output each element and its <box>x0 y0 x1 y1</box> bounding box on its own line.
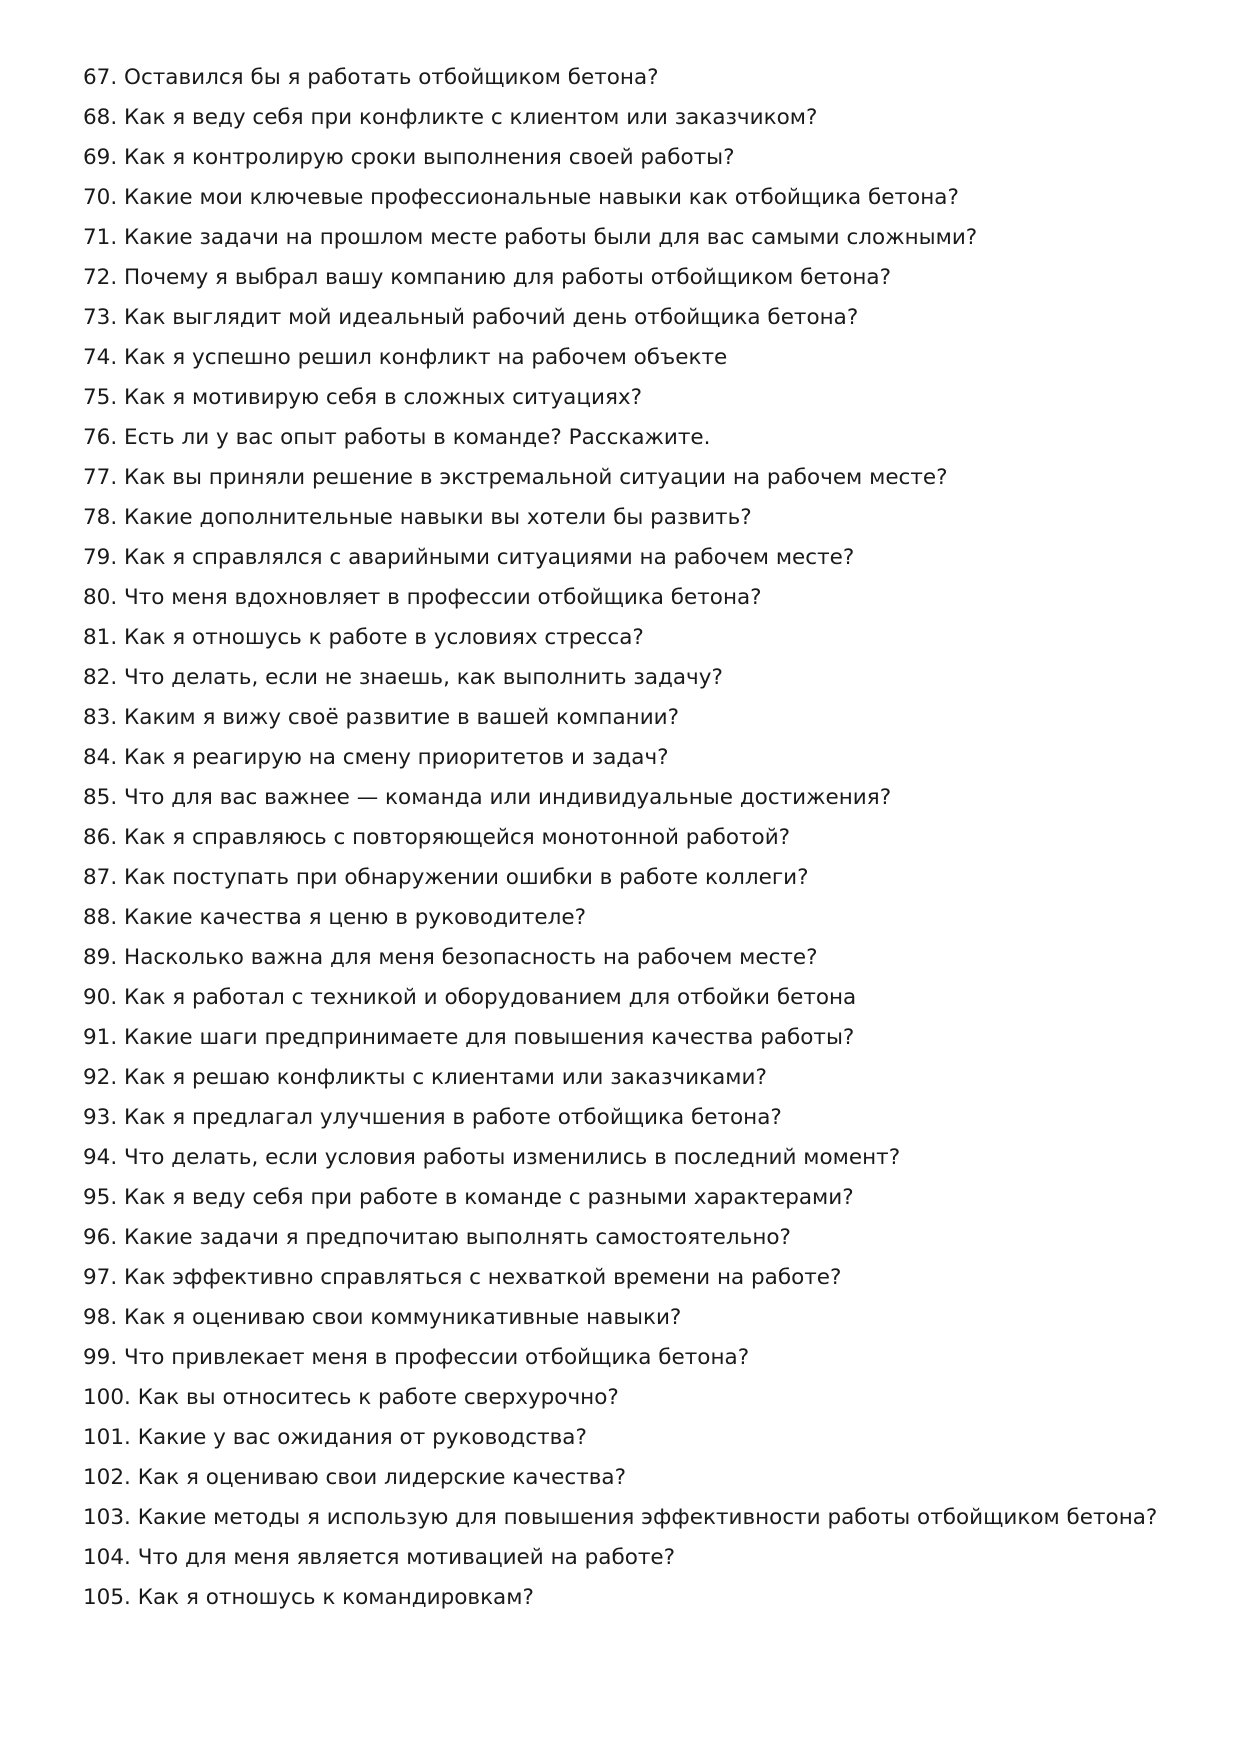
list-item: 97. Как эффективно справляться с нехваткой времени на работе? <box>83 1265 842 1290</box>
list-item: 67. Оставился бы я работать отбойщиком бетона? <box>83 65 659 90</box>
list-item: 83. Каким я вижу своё развитие в вашей компании? <box>83 705 680 730</box>
list-item: 69. Как я контролирую сроки выполнения своей работы? <box>83 145 735 170</box>
list-item: 79. Как я справлялся с аварийными ситуациями на рабочем месте? <box>83 545 855 570</box>
list-item: 87. Как поступать при обнаружении ошибки в работе коллеги? <box>83 865 809 890</box>
list-item: 101. Какие у вас ожидания от руководства? <box>83 1425 587 1450</box>
list-item: 78. Какие дополнительные навыки вы хотели бы развить? <box>83 505 752 530</box>
list-item: 92. Как я решаю конфликты с клиентами или заказчиками? <box>83 1065 767 1090</box>
list-item: 70. Какие мои ключевые профессиональные навыки как отбойщика бетона? <box>83 185 959 210</box>
list-item: 77. Как вы приняли решение в экстремальной ситуации на рабочем месте? <box>83 465 948 490</box>
list-item: 96. Какие задачи я предпочитаю выполнять самостоятельно? <box>83 1225 791 1250</box>
list-item: 98. Как я оцениваю свои коммуникативные навыки? <box>83 1305 682 1330</box>
question-list <box>83 58 1163 1618</box>
list-item: 72. Почему я выбрал вашу компанию для работы отбойщиком бетона? <box>83 265 891 290</box>
list-item: 85. Что для вас важнее — команда или индивидуальные достижения? <box>83 785 892 810</box>
list-item: 82. Что делать, если не знаешь, как выполнить задачу? <box>83 665 723 690</box>
list-item: 94. Что делать, если условия работы изменились в последний момент? <box>83 1145 901 1170</box>
list-item: 89. Насколько важна для меня безопасность на рабочем месте? <box>83 945 818 970</box>
list-item: 73. Как выглядит мой идеальный рабочий день отбойщика бетона? <box>83 305 859 330</box>
list-item: 80. Что меня вдохновляет в профессии отбойщика бетона? <box>83 585 762 610</box>
list-item: 81. Как я отношусь к работе в условиях стресса? <box>83 625 644 650</box>
list-item: 104. Что для меня является мотивацией на работе? <box>83 1545 676 1570</box>
list-item: 75. Как я мотивирую себя в сложных ситуациях? <box>83 385 643 410</box>
list-item: 100. Как вы относитесь к работе сверхурочно? <box>83 1385 619 1410</box>
list-item: 95. Как я веду себя при работе в команде с разными характерами? <box>83 1185 854 1210</box>
list-item: 74. Как я успешно решил конфликт на рабочем объекте <box>83 345 728 370</box>
list-item: 99. Что привлекает меня в профессии отбойщика бетона? <box>83 1345 750 1370</box>
list-item: 68. Как я веду себя при конфликте с клиентом или заказчиком? <box>83 105 818 130</box>
list-item: 71. Какие задачи на прошлом месте работы были для вас самыми сложными? <box>83 225 978 250</box>
list-item: 84. Как я реагирую на смену приоритетов и задач? <box>83 745 669 770</box>
list-item: 88. Какие качества я ценю в руководителе? <box>83 905 587 930</box>
list-item: 105. Как я отношусь к командировкам? <box>83 1585 534 1610</box>
list-item: 91. Какие шаги предпринимаете для повышения качества работы? <box>83 1025 855 1050</box>
list-item: 103. Какие методы я использую для повышения эффективности работы отбойщиком бетона? <box>83 1505 1158 1530</box>
list-item: 90. Как я работал с техникой и оборудованием для отбойки бетона <box>83 985 857 1010</box>
list-item: 93. Как я предлагал улучшения в работе отбойщика бетона? <box>83 1105 782 1130</box>
list-item: 76. Есть ли у вас опыт работы в команде? Расскажите. <box>83 425 711 450</box>
list-item: 102. Как я оцениваю свои лидерские качества? <box>83 1465 627 1490</box>
list-item: 86. Как я справляюсь с повторяющейся монотонной работой? <box>83 825 791 850</box>
